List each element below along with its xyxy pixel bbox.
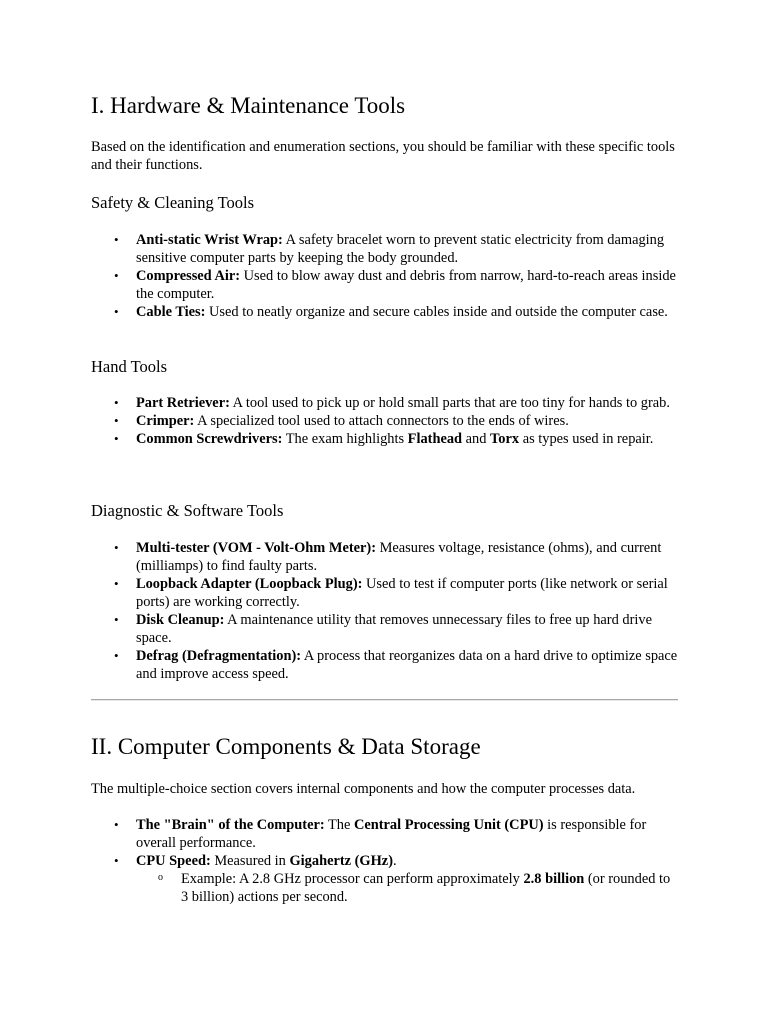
section-1-intro: Based on the identification and enumeration sections, you should be familiar with these specific tools and their functions. — [91, 139, 675, 173]
list-item — [91, 412, 679, 430]
item-term: Multi-tester (VOM - Volt-Ohm Meter): — [136, 540, 377, 556]
item-text: as types used in repair. — [519, 431, 654, 447]
item-term: Defrag (Defragmentation): — [136, 648, 302, 664]
item-term: Crimper: — [136, 413, 195, 429]
circle-bullet-icon: o — [158, 872, 163, 883]
group-heading-diagnostic-software: Diagnostic & Software Tools — [91, 501, 284, 520]
sub-list-item — [136, 870, 679, 906]
item-text: Measured in — [210, 853, 290, 869]
item-text: Example: A 2.8 GHz processor can perform approximately — [181, 871, 524, 887]
item-term: CPU Speed: — [136, 853, 211, 869]
item-term: Disk Cleanup: — [136, 612, 225, 628]
bullet-icon: • — [114, 431, 119, 446]
group-heading-safety-cleaning: Safety & Cleaning Tools — [91, 193, 255, 212]
bullet-icon: • — [114, 304, 119, 319]
diagnostic-software-list — [91, 539, 679, 683]
item-description: A safety bracelet worn to prevent static electricity from damaging sensitive computer parts by keeping the body grounded. — [136, 232, 665, 266]
list-item — [91, 430, 679, 448]
section-1-title: I. Hardware & Maintenance Tools — [91, 93, 406, 118]
item-description: Used to blow away dust and debris from narrow, hard-to-reach areas inside the computer. — [136, 268, 676, 302]
item-description: Used to neatly organize and secure cables inside and outside the computer case. — [205, 304, 668, 320]
item-emphasis: Gigahertz (GHz) — [289, 853, 393, 869]
bullet-icon: • — [114, 413, 119, 428]
bullet-icon: • — [114, 576, 119, 591]
item-term: Cable Ties: — [136, 304, 206, 320]
safety-cleaning-list — [91, 231, 679, 321]
list-item — [91, 539, 679, 575]
bullet-icon: • — [114, 817, 119, 832]
list-item — [91, 611, 679, 647]
item-text: (or rounded to 3 billion) actions per second. — [181, 871, 671, 905]
section-2-intro: The multiple-choice section covers internal components and how the computer processes data. — [91, 781, 636, 797]
item-text: . — [392, 853, 397, 869]
sub-list — [136, 870, 679, 906]
list-item — [91, 231, 679, 267]
list-item — [91, 816, 679, 852]
hand-tools-list — [91, 394, 679, 448]
item-text: The exam highlights — [282, 431, 408, 447]
list-item — [91, 575, 679, 611]
item-description: A specialized tool used to attach connectors to the ends of wires. — [194, 413, 569, 429]
item-description: A tool used to pick up or hold small parts that are too tiny for hands to grab. — [229, 395, 670, 411]
components-list — [91, 816, 679, 906]
item-description: Used to test if computer ports (like network or serial ports) are working correctly. — [136, 576, 668, 610]
bullet-icon: • — [114, 540, 119, 555]
group-heading-hand-tools: Hand Tools — [91, 357, 167, 376]
item-text: The — [324, 817, 354, 833]
item-term: The "Brain" of the Computer: — [136, 817, 325, 833]
list-item — [91, 394, 679, 412]
bullet-icon: • — [114, 853, 119, 868]
bullet-icon: • — [114, 648, 119, 663]
item-term: Common Screwdrivers: — [136, 431, 283, 447]
item-description: A process that reorganizes data on a hard drive to optimize space and improve access speed. — [136, 648, 678, 682]
item-text: and — [462, 431, 491, 447]
item-term: Anti-static Wrist Wrap: — [136, 232, 283, 248]
bullet-icon: • — [114, 268, 119, 283]
list-item — [91, 647, 679, 683]
item-term: Loopback Adapter (Loopback Plug): — [136, 576, 363, 592]
item-emphasis: 2.8 billion — [523, 871, 585, 887]
item-description: A maintenance utility that removes unnecessary files to free up hard drive space. — [136, 612, 652, 646]
bullet-icon: • — [114, 612, 119, 627]
item-emphasis: Flathead — [407, 431, 463, 447]
bullet-icon: • — [114, 232, 119, 247]
item-emphasis: Central Processing Unit (CPU) — [353, 817, 544, 833]
list-item — [91, 267, 679, 303]
list-item — [91, 852, 679, 906]
item-term: Part Retriever: — [136, 395, 230, 411]
item-description: Measures voltage, resistance (ohms), and current (milliamps) to find faulty parts. — [136, 540, 662, 574]
item-text: is responsible for overall performance. — [136, 817, 647, 851]
bullet-icon: • — [114, 395, 119, 410]
section-divider — [91, 699, 678, 701]
item-term: Compressed Air: — [136, 268, 241, 284]
list-item — [91, 303, 679, 321]
section-2-title: II. Computer Components & Data Storage — [91, 734, 481, 759]
item-emphasis: Torx — [490, 431, 520, 447]
